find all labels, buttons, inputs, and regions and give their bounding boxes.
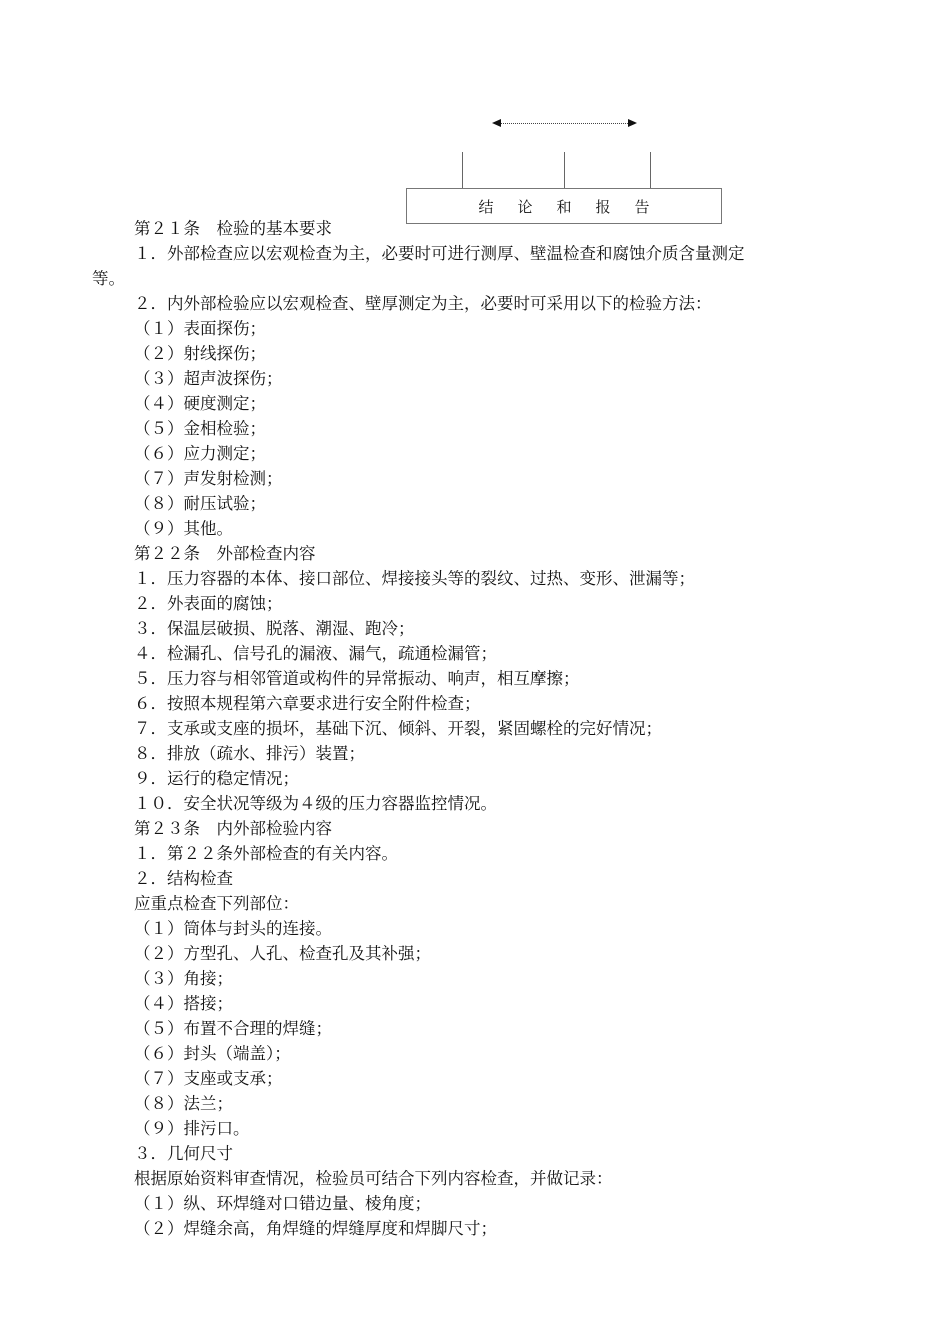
list-item: （７）声发射检测； bbox=[134, 469, 283, 488]
paragraph-line: ２．内外部检验应以宏观检查、壁厚测定为主，必要时可采用以下的检验方法： bbox=[134, 294, 712, 313]
list-item: （３）角接； bbox=[134, 969, 233, 988]
list-item: （８）耐压试验； bbox=[134, 494, 266, 513]
list-item: （７）支座或支承； bbox=[134, 1069, 283, 1088]
list-item: （４）硬度测定； bbox=[134, 394, 266, 413]
list-item: ８．排放（疏水、排污）装置； bbox=[134, 744, 365, 763]
list-item: ２．外表面的腐蚀； bbox=[134, 594, 283, 613]
article-heading: 第２２条 外部检查内容 bbox=[134, 544, 316, 563]
list-item: ９．运行的稳定情况； bbox=[134, 769, 299, 788]
list-item: （２）焊缝余高，角焊缝的焊缝厚度和焊脚尺寸； bbox=[134, 1219, 497, 1238]
list-item: （４）搭接； bbox=[134, 994, 233, 1013]
list-item: ２．结构检查 bbox=[134, 869, 233, 888]
double-arrow-line bbox=[498, 123, 630, 124]
arrow-left-icon bbox=[492, 119, 501, 127]
list-item: （５）金相检验； bbox=[134, 419, 266, 438]
paragraph-line: 等。 bbox=[92, 269, 125, 288]
list-item: １．第２２条外部检查的有关内容。 bbox=[134, 844, 398, 863]
list-item: （２）方型孔、人孔、检查孔及其补强； bbox=[134, 944, 431, 963]
list-item: （１）纵、环焊缝对口错边量、棱角度； bbox=[134, 1194, 431, 1213]
article-heading: 第２３条 内外部检验内容 bbox=[134, 819, 332, 838]
list-item: ３．保温层破损、脱落、潮湿、跑冷； bbox=[134, 619, 415, 638]
connector-line bbox=[564, 152, 565, 188]
flow-diagram-fragment bbox=[0, 0, 950, 240]
paragraph-line: １．外部检查应以宏观检查为主，必要时可进行测厚、壁温检查和腐蚀介质含量测定 bbox=[134, 244, 745, 263]
list-item: （９）其他。 bbox=[134, 519, 233, 538]
list-item: ３．几何尺寸 bbox=[134, 1144, 233, 1163]
connector-line bbox=[650, 152, 651, 188]
list-item: （３）超声波探伤； bbox=[134, 369, 283, 388]
list-item: １０．安全状况等级为４级的压力容器监控情况。 bbox=[134, 794, 497, 813]
list-item: （２）射线探伤； bbox=[134, 344, 266, 363]
list-item: ５．压力容与相邻管道或构件的异常振动、响声，相互摩擦； bbox=[134, 669, 580, 688]
conclusion-label: 结论和报告 bbox=[478, 197, 674, 216]
list-item: （６）应力测定； bbox=[134, 444, 266, 463]
list-item: （１）表面探伤； bbox=[134, 319, 266, 338]
paragraph-line: 根据原始资料审查情况，检验员可结合下列内容检查，并做记录： bbox=[134, 1169, 613, 1188]
conclusion-report-box bbox=[406, 188, 722, 224]
list-item: （５）布置不合理的焊缝； bbox=[134, 1019, 332, 1038]
list-item: ６．按照本规程第六章要求进行安全附件检查； bbox=[134, 694, 481, 713]
arrow-right-icon bbox=[628, 119, 637, 127]
list-item: （８）法兰； bbox=[134, 1094, 233, 1113]
list-item: （１）筒体与封头的连接。 bbox=[134, 919, 332, 938]
paragraph-line: 应重点检查下列部位： bbox=[134, 894, 299, 913]
connector-line bbox=[462, 152, 463, 188]
list-item: ４．检漏孔、信号孔的漏液、漏气，疏通检漏管； bbox=[134, 644, 497, 663]
list-item: （６）封头（端盖）； bbox=[134, 1044, 291, 1063]
list-item: １．压力容器的本体、接口部位、焊接接头等的裂纹、过热、变形、泄漏等； bbox=[134, 569, 695, 588]
article-heading: 第２１条 检验的基本要求 bbox=[134, 219, 332, 238]
list-item: ７．支承或支座的损坏，基础下沉、倾斜、开裂，紧固螺栓的完好情况； bbox=[134, 719, 662, 738]
list-item: （９）排污口。 bbox=[134, 1119, 250, 1138]
